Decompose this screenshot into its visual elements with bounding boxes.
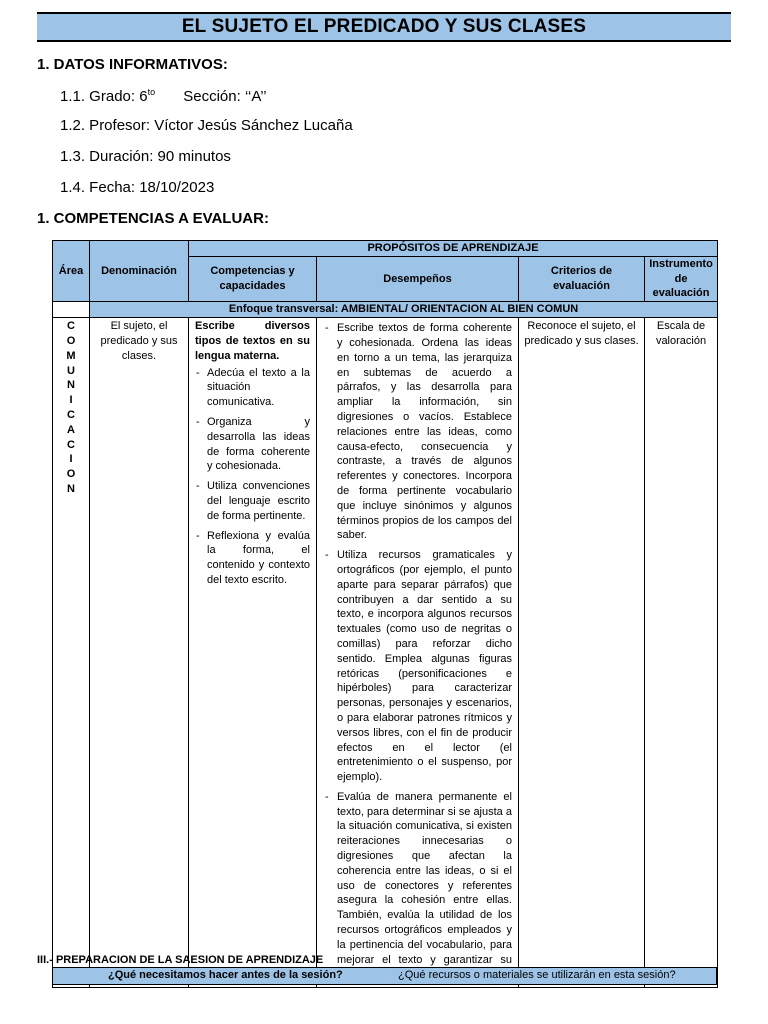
grado-line xyxy=(60,87,267,105)
section-heading-competencias: 1. COMPETENCIAS A EVALUAR: xyxy=(37,210,269,227)
area-letter: I xyxy=(69,453,73,466)
preparacion-header-bar xyxy=(52,967,717,985)
list-item: - Utiliza recursos gramaticales y ortográficos (por ejemplo, el punto aparte para separar párrafos) que contribuyen a dar sentido a su texto, e incorpora algunos recursos textuales (como uso de negritas o comillas) para reforzar dicho sentido. Emplea algunas figuras retóricas (personificaciones e hipérboles) para caracterizar personas, personajes y escenarios, o para elaborar patrones rítmicos y versos libres, con el fin de producir efectos en el lector (el entretenimiento o el suspenso, por ejemplo). xyxy=(337,548,512,785)
profesor-line: 1.2. Profesor: Víctor Jesús Sánchez Lucaña xyxy=(60,117,353,134)
preparacion-question-1: ¿Qué necesitamos hacer antes de la sesión? xyxy=(108,969,343,981)
area-letter: I xyxy=(69,394,73,407)
area-letter: C xyxy=(67,438,75,451)
desempenos-cell xyxy=(317,318,519,988)
area-letter: M xyxy=(66,349,76,362)
competencia-lead: Escribe diversos tipos de textos en su lengua materna. xyxy=(195,320,310,362)
desempenos-list xyxy=(323,321,512,982)
area-cell xyxy=(53,318,90,988)
list-item: - Escribe textos de forma coherente y cohesionada. Ordena las ideas en torno a un tema, las jerarquiza en subtemas de acuerdo a párrafos, y las desarrolla para ampliar la información, sin digresiones o vacíos. Establece relaciones entre las ideas, como causa-efecto, consecuencia y contraste, a través de algunos referentes y conectores. Incorpora de forma pertinente vocabulario que incluye sinónimos y algunos términos propios de los campos del saber. xyxy=(337,321,512,543)
competencias-table xyxy=(52,240,718,988)
section-heading-datos: 1. DATOS INFORMATIVOS: xyxy=(37,56,228,73)
header-denominacion: Denominación xyxy=(90,241,189,302)
instrumento-cell: Escala de valoración xyxy=(645,318,718,988)
header-criterios: Criterios de evaluación xyxy=(519,256,645,301)
area-letters xyxy=(53,319,89,497)
list-item: - Organiza y desarrolla las ideas de forma coherente y cohesionada. xyxy=(207,415,310,474)
table-header-row-1 xyxy=(53,241,718,257)
area-letter: N xyxy=(67,379,75,392)
denominacion-cell: El sujeto, el predicado y sus clases. xyxy=(90,318,189,988)
seccion-label: Sección: ‘‘A’’ xyxy=(183,88,267,105)
area-letter: O xyxy=(66,468,76,481)
header-competencias: Competencias y capacidades xyxy=(189,256,317,301)
header-area: Área xyxy=(53,241,90,302)
enfoque-row xyxy=(53,302,718,318)
preparacion-question-2: ¿Qué recursos o materiales se utilizarán en esta sesión? xyxy=(398,969,676,981)
area-letter: A xyxy=(67,423,75,436)
fecha-line: 1.4. Fecha: 18/10/2023 xyxy=(60,179,215,196)
page-title xyxy=(37,12,731,42)
table-row xyxy=(53,318,718,988)
header-instrumento: Instrumento de evaluación xyxy=(645,256,718,301)
criterios-cell: Reconoce el sujeto, el predicado y sus clases. xyxy=(519,318,645,988)
list-item: - Utiliza convenciones del lenguaje escrito de forma pertinente. xyxy=(207,479,310,523)
header-propositos: PROPÓSITOS DE APRENDIZAJE xyxy=(189,241,718,257)
area-letter: C xyxy=(67,320,75,333)
enfoque-transversal: Enfoque transversal: AMBIENTAL/ ORIENTACION AL BIEN COMUN xyxy=(90,302,718,318)
duracion-line: 1.3. Duración: 90 minutos xyxy=(60,148,231,165)
list-item: - Reflexiona y evalúa la forma, el contenido y contexto del texto escrito. xyxy=(207,529,310,588)
header-desempenos: Desempeños xyxy=(317,256,519,301)
grado-label: 1.1. Grado: 6 xyxy=(60,88,148,105)
list-item: - Evalúa de manera permanente el texto, para determinar si se ajusta a la situación comunicativa, si existen reiteraciones innecesarias o digresiones que afectan la coherencia entre las ideas, o si el uso de conectores y referentes asegura la cohesión entre ellas. También, evalúa la utilidad de los recursos ortográficos empleados y la pertinencia del vocabulario, para mejorar el texto y garantizar su xyxy=(337,790,512,982)
grado-sup: to xyxy=(147,87,156,97)
area-letter: U xyxy=(67,364,75,377)
area-letter: O xyxy=(66,334,76,347)
capacidades-list xyxy=(195,366,310,588)
section-heading-preparacion: III.- PREPARACION DE LA SAESION DE APRENDIZAJE xyxy=(37,954,324,966)
area-letter: N xyxy=(67,482,75,495)
area-letter: C xyxy=(67,408,75,421)
competencias-cell xyxy=(189,318,317,988)
page-title-text: EL SUJETO EL PREDICADO Y SUS CLASES xyxy=(181,16,587,37)
list-item: - Adecúa el texto a la situación comunicativa. xyxy=(207,366,310,410)
